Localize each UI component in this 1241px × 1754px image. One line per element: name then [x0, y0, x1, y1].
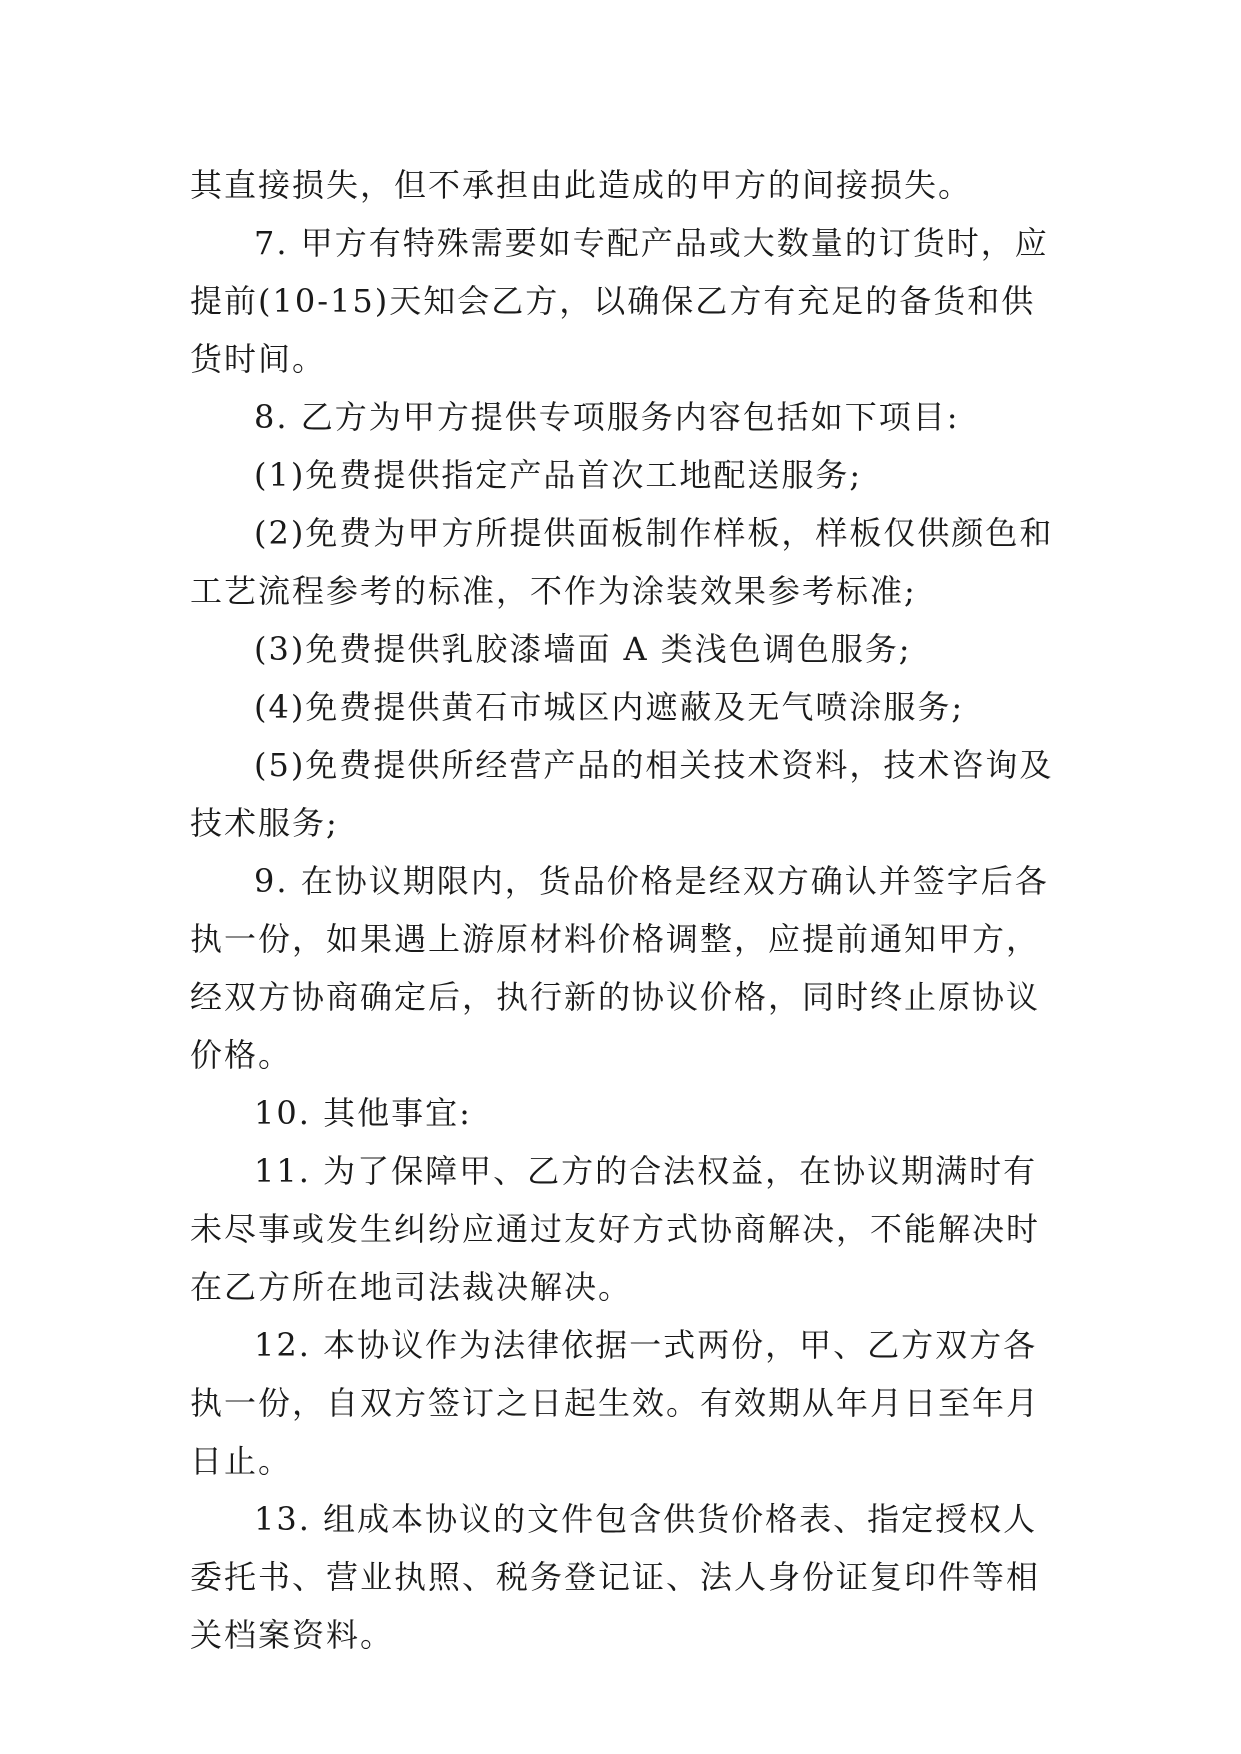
clause-10: 10. 其他事宜: — [254, 1094, 472, 1132]
clause-8: 8. 乙方为甲方提供专项服务内容包括如下项目: — [254, 398, 960, 436]
clause-8-item-5: (5)免费提供所经营产品的相关技术资料，技术咨询及技术服务; — [190, 746, 1054, 842]
paragraph-continuation: 其直接损失，但不承担由此造成的甲方的间接损失。 — [190, 166, 973, 204]
clause-9: 9. 在协议期限内，货品价格是经双方确认并签字后各执一份，如果遇上游原材料价格调整，应提前通知甲方，经双方协商确定后，执行新的协议价格，同时终止原协议价格。 — [190, 862, 1049, 1074]
clause-13: 13. 组成本协议的文件包含供货价格表、指定授权人委托书、营业执照、税务登记证、法人身份证复印件等相关档案资料。 — [190, 1500, 1041, 1654]
clause-8-item-4: (4)免费提供黄石市城区内遮蔽及无气喷涂服务; — [254, 688, 965, 726]
clause-8-item-2: (2)免费为甲方所提供面板制作样板，样板仅供颜色和工艺流程参考的标准，不作为涂装效果参考标准; — [190, 514, 1054, 610]
clause-8-item-3: (3)免费提供乳胶漆墙面 A 类浅色调色服务; — [254, 630, 912, 668]
document-body — [190, 156, 1056, 1664]
clause-7: 7. 甲方有特殊需要如专配产品或大数量的订货时，应提前(10-15)天知会乙方，以确保乙方有充足的备货和供货时间。 — [190, 224, 1049, 378]
clause-8-item-1: (1)免费提供指定产品首次工地配送服务; — [254, 456, 863, 494]
clause-12: 12. 本协议作为法律依据一式两份，甲、乙方双方各执一份，自双方签订之日起生效。有效期从年月日至年月日止。 — [190, 1326, 1041, 1480]
clause-11: 11. 为了保障甲、乙方的合法权益，在协议期满时有未尽事或发生纠纷应通过友好方式协商解决，不能解决时在乙方所在地司法裁决解决。 — [190, 1152, 1041, 1306]
